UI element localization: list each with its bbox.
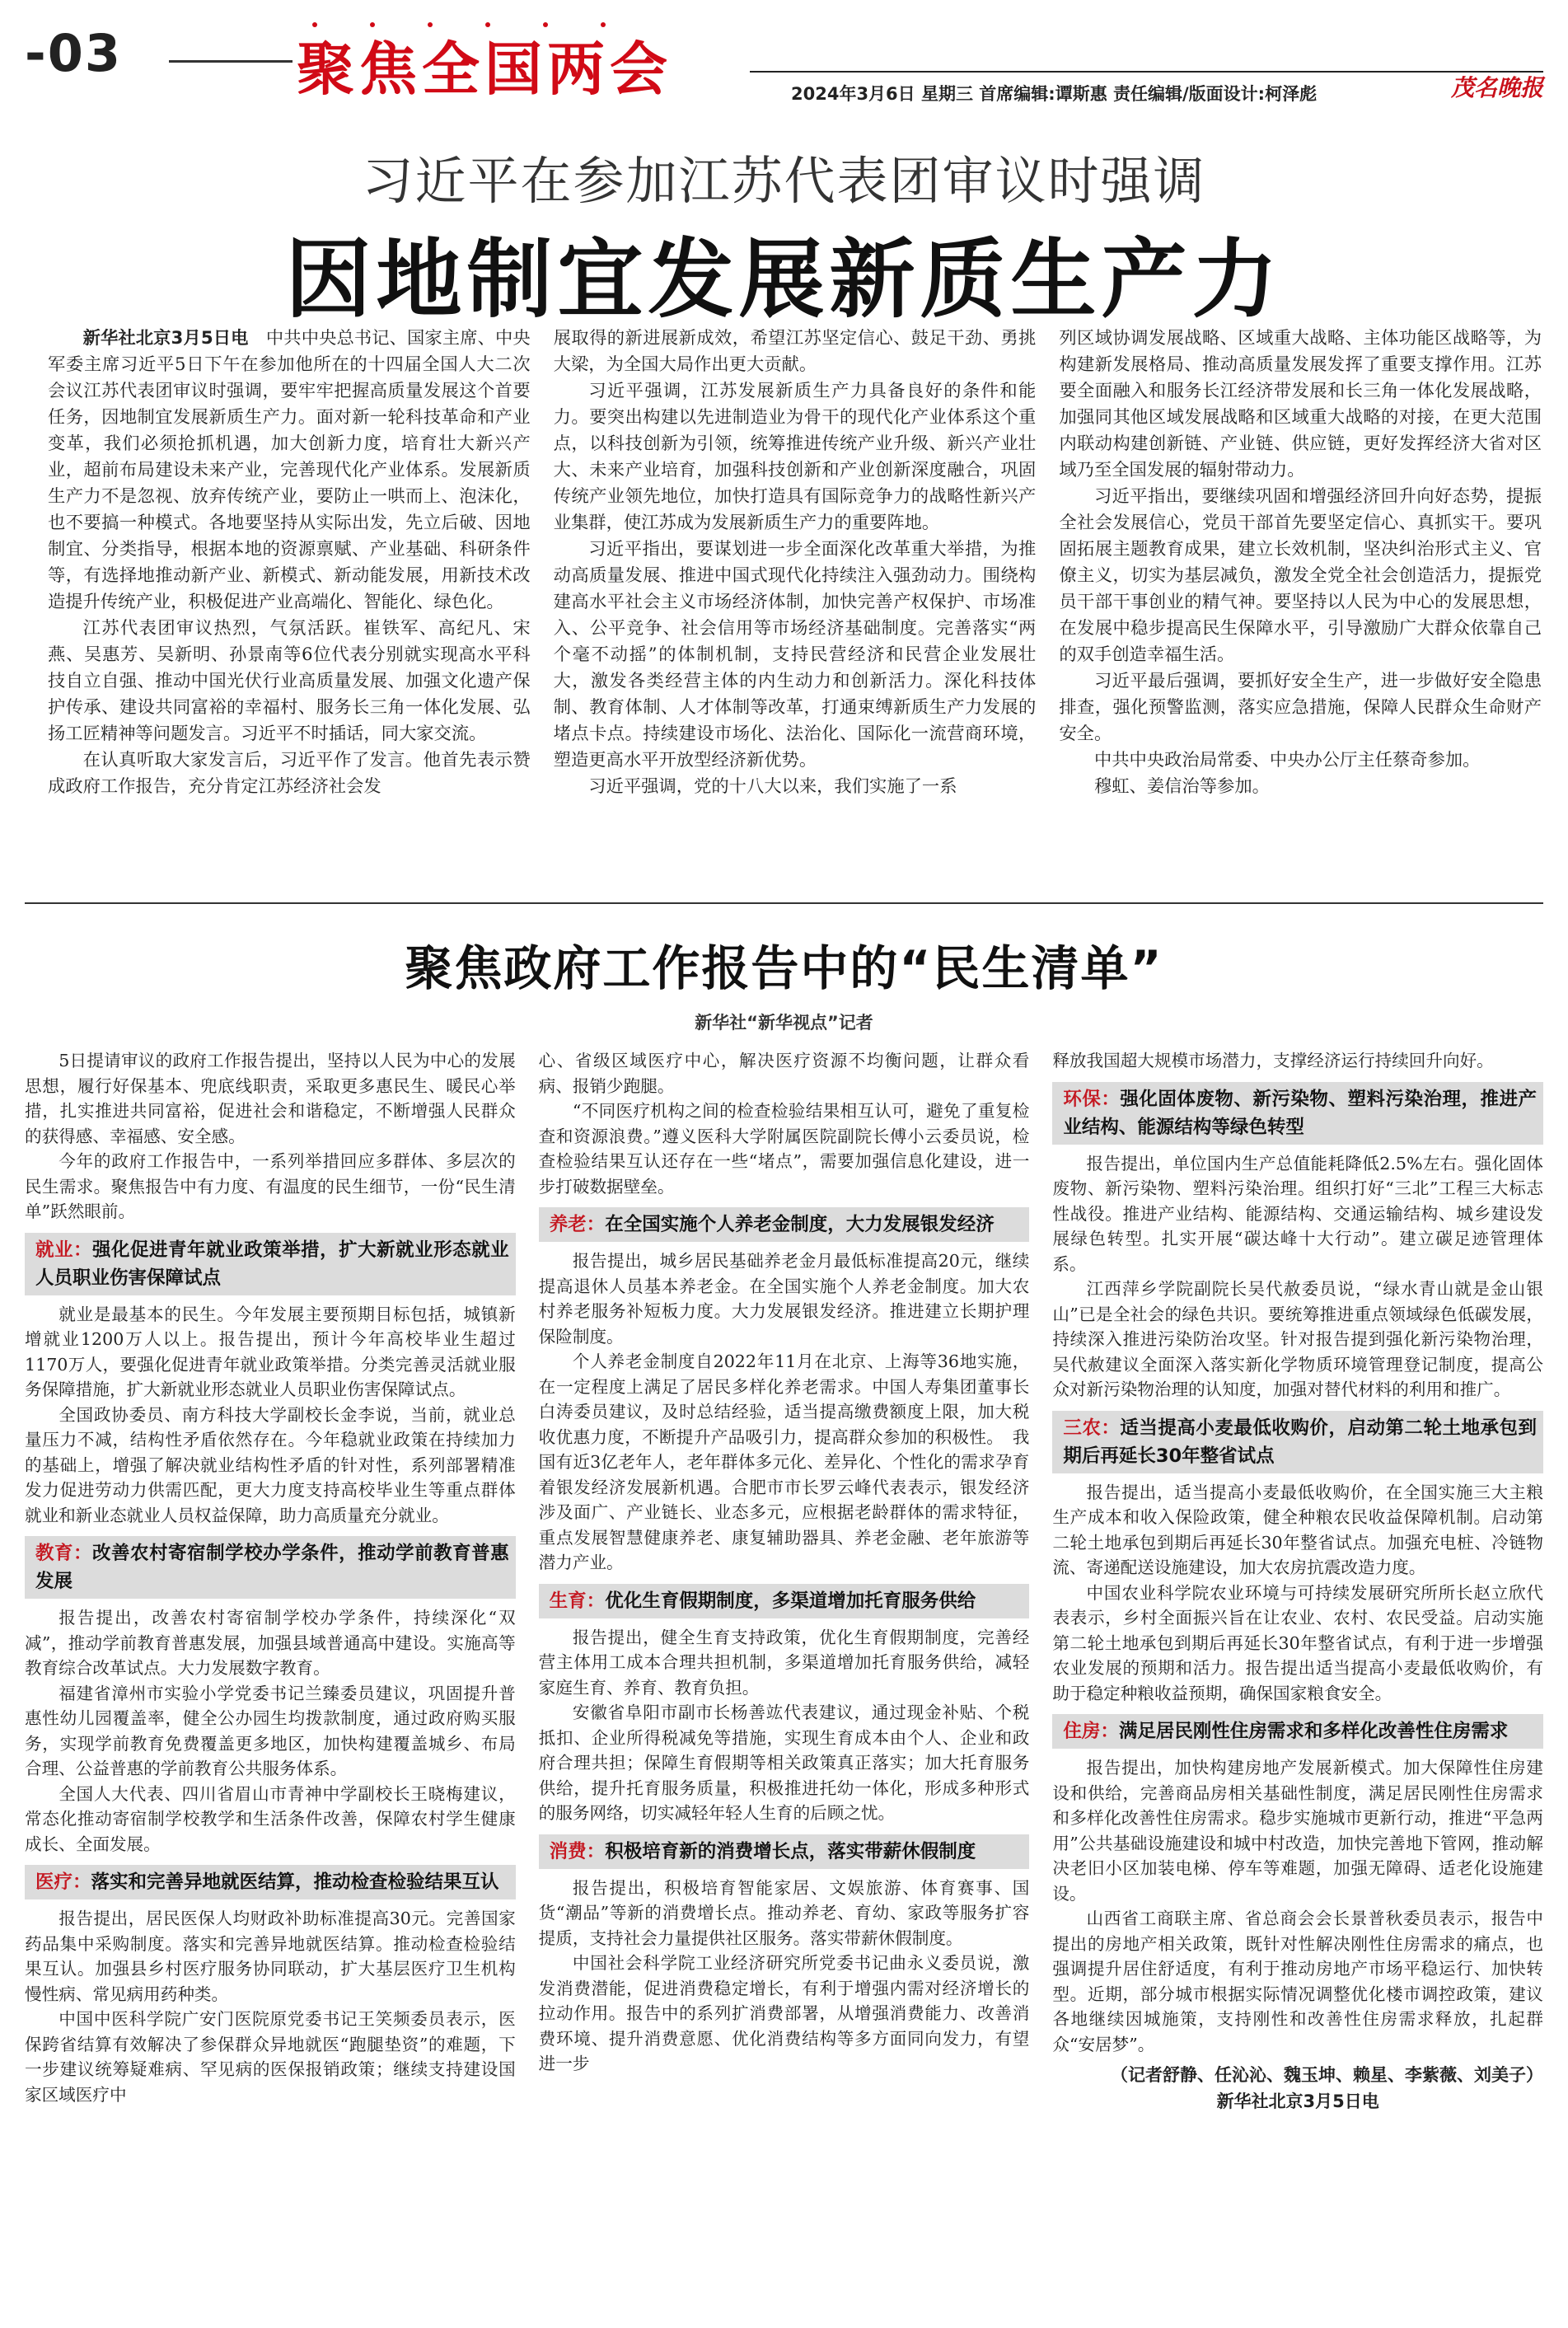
paragraph: 就业是最基本的民生。今年发展主要预期目标包括，城镇新增就业1200万人以上。报告提出，预计今年高校毕业生超过1170万人，要强化促进青年就业政策举措。分类完善灵活就业服务保障措施，扩大新就业形态就业人员职业伤害保障试点。 (25, 1304, 516, 1399)
page-masthead (25, 16, 1543, 105)
text-column (25, 1048, 516, 2317)
paragraph: 江西萍乡学院副院长吴代赦委员说，“绿水青山就是金山银山”已是全社会的绿色共识。要统筹推进重点领域绿色低碳发展，持续深入推进污染防治攻坚。针对报告提到强化新污染物治理，吴代赦建议全面深入落实新化学物质环境管理登记制度，提高公众对新污染物治理的认知度，加强对替代材料的利用和推广。 (1052, 1279, 1544, 1399)
column-title-char: 会 (610, 35, 671, 103)
column-title-char: 聚 (297, 35, 358, 103)
edition-info: 2024年3月6日 星期三 首席编辑:谭斯惠 责任编辑/版面设计:柯泽彪 (791, 84, 1318, 104)
section-heading-text: 改善农村寄宿制学校办学条件，推动学前教育普惠发展 (35, 1543, 509, 1592)
second-article-body (25, 1048, 1543, 2317)
column-title-char: 焦 (359, 35, 420, 103)
article-headline: 因地制宜发展新质生产力 (285, 229, 1283, 330)
paragraph: 习近平指出，要谋划进一步全面深化改革重大举措，为推动高质量发展、推进中国式现代化持续注入强劲动力。围绕构建高水平社会主义市场经济体制，加快完善产权保护、市场准入、公平竞争、社会信用等市场经济基础制度。完善落实“两个毫不动摇”的体制机制，支持民营经济和民营企业发展壮大，激发各类经营主体的内生动力和创新活力。深化科技体制、教育体制、人才体制等改革，打通束缚新质生产力发展的堵点卡点。持续建设市场化、法治化、国际化一流营商环境，塑造更高水平开放型经济新优势。 (553, 539, 1037, 771)
masthead-rule-left (169, 60, 293, 63)
section-tag: 医疗： (35, 1871, 91, 1893)
section-heading (1052, 1411, 1543, 1473)
column-title-char: 全 (422, 35, 483, 103)
paragraph: 释放我国超大规模市场潜力，支撑经济运行持续回升向好。 (1052, 1051, 1494, 1070)
section-tag: 就业： (35, 1239, 93, 1261)
section-heading (25, 1865, 516, 1899)
paragraph: 5日提请审议的政府工作报告提出，坚持以人民为中心的发展思想，履行好保基本、兜底线职责，采取更多惠民生、暖民心举措，扎实推进共同富裕，促进社会和谐稳定，不断增强人民群众的获得感、幸福感、安全感。 (25, 1051, 516, 1146)
section-heading (25, 1233, 516, 1295)
section-heading-text: 积极培育新的消费增长点，落实带薪休假制度 (605, 1840, 976, 1862)
text-column (48, 326, 531, 886)
paragraph: 山西省工商联主席、省总商会会长景普秋委员表示，报告中提出的房地产相关政策，既针对性解决刚性住房需求的痛点，也强调提升居住舒适度，有利于推动房地产市场平稳运行、加快转型。近期，部分城市根据实际情况调整优化楼市调控政策，建议各地继续因城施策，支持刚性和改善性住房需求释放，扎起群众“安居梦”。 (1052, 1909, 1544, 2054)
paragraph: 心、省级区域医疗中心，解决医疗资源不均衡问题，让群众看病、报销少跑腿。 (538, 1051, 1030, 1096)
text-column (1052, 1048, 1543, 2317)
article-kicker: 习近平在参加江苏代表团审议时强调 (362, 151, 1206, 211)
paragraph: 全国政协委员、南方科技大学副校长金李说，当前，就业总量压力不减，结构性矛盾依然存在。今年稳就业政策在持续加力的基础上，增强了解决就业结构性矛盾的针对性，系列部署精准发力促进劳动力供需匹配，更大力度支持高校毕业生等重点群体就业和新业态就业人员权益保障，助力高质量充分就业。 (25, 1404, 516, 1525)
section-tag: 住房： (1063, 1721, 1119, 1742)
section-tag: 养老： (549, 1214, 606, 1235)
paragraph: 报告提出，城乡居民基础养老金月最低标准提高20元，继续提高退休人员基本养老金。在全国实施个人养老金制度。加大农村养老服务补短板力度。大力发展银发经济。推进建立长期护理保险制度。 (538, 1251, 1030, 1347)
paragraph-text: 中共中央总书记、国家主席、中央军委主席习近平5日下午在参加他所在的十四届全国人大二次会议江苏代表团审议时强调，要牢牢把握高质量发展这个首要任务，因地制宜发展新质生产力。面对新一轮科技革命和产业变革，我们必须抢抓机遇，加大创新力度，培育壮大新兴产业，超前布局建设未来产业，完善现代化产业体系。发展新质生产力不是忽视、放弃传统产业，要防止一哄而上、泡沫化，也不要搞一种模式。各地要坚持从实际出发，先立后破、因地制宜、分类指导，根据本地的资源禀赋、产业基础、科研条件等，有选择地推动新产业、新模式、新动能发展，用新技术改造提升传统产业，积极促进产业高端化、智能化、绿色化。 (48, 328, 531, 612)
section-heading-text: 在全国实施个人养老金制度，大力发展银发经济 (605, 1214, 995, 1235)
text-column (554, 326, 1037, 886)
column-title (297, 23, 671, 106)
paragraph: 个人养老金制度自2022年11月在北京、上海等36地实施，在一定程度上满足了居民多样化养老需求。中国人寿集团董事长白涛委员建议，及时总结经验，适当提高缴费额度上限，加大税收优惠力度，不断提升产品吸引力，提高群众参加的积极性。 我国有近3亿老年人，老年群体多元化、差异化、个性化的需求孕育着银发经济发展新机遇。合肥市市长罗云峰代表表示，银发经济涉及面广、产业链长、业态多元，应根据老龄群体的需求特征，重点发展智慧健康养老、康复辅助器具、养老金融、老年旅游等潜力产业。 (538, 1351, 1030, 1572)
paragraph: 习近平强调，江苏发展新质生产力具备良好的条件和能力。要突出构建以先进制造业为骨干的现代化产业体系这个重点，以科技创新为引领，统筹推进传统产业升级、新兴产业壮大、未来产业培育，加强科技创新和产业创新深度融合，巩固传统产业领先地位，加快打造具有国际竞争力的战略性新兴产业集群，使江苏成为发展新质生产力的重要阵地。 (553, 381, 1037, 533)
section-tag: 生育： (549, 1590, 606, 1612)
paragraph: 报告提出，单位国内生产总值能耗降低2.5%左右。强化固体废物、新污染物、塑料污染治理。组织打好“三北”工程三大标志性战役。推进产业结构、能源结构、交通运输结构、城乡建设发展绿色转型。扎实开展“碳达峰十大行动”。建立碳足迹管理体系。 (1052, 1153, 1544, 1274)
paragraph: 展取得的新进展新成效，希望江苏坚定信心、鼓足干劲、勇挑大梁，为全国大局作出更大贡献。 (553, 328, 1037, 375)
paragraph: 列区域协调发展战略、区域重大战略、主体功能区战略等，为构建新发展格局、推动高质量发展发挥了重要支撑作用。江苏要全面融入和服务长江经济带发展和长三角一体化发展战略，加强同其他区域发展战略和区域重大战略的对接，在更大范围内联动构建创新链、产业链、供应链，更好发挥经济大省对区域乃至全国发展的辐射带动力。 (1059, 328, 1542, 480)
paragraph: 习近平最后强调，要抓好安全生产，进一步做好安全隐患排查，强化预警监测，落实应急措施，保障人民群众生命财产安全。 (1059, 671, 1542, 744)
article-headline: 聚焦政府工作报告中的“民生清单” (405, 940, 1163, 996)
paragraph: 福建省漳州市实验小学党委书记兰臻委员建议，巩固提升普惠性幼儿园覆盖率，健全公办园生均拨款制度，通过政府购买服务，实现学前教育免费覆盖更多地区，加快构建覆盖城乡、布局合理、公益普惠的学前教育公共服务体系。 (25, 1683, 516, 1778)
paragraph: 安徽省阜阳市副市长杨善竑代表建议，通过现金补贴、个税抵扣、企业所得税减免等措施，实现生育成本由个人、企业和政府合理共担；保障生育假期等相关政策真正落实；加大托育服务供给，提升托育服务质量，积极推进托幼一体化，形成多种形式的服务网络，切实减轻年轻人生育的后顾之忧。 (538, 1703, 1030, 1823)
paragraph: 报告提出，积极培育智能家居、文娱旅游、体育赛事、国货“潮品”等新的消费增长点。推动养老、育幼、家政等服务扩容提质，支持社会力量提供社区服务。落实带薪休假制度。 (538, 1877, 1030, 1948)
section-heading-text: 满足居民刚性住房需求和多样化改善性住房需求 (1118, 1721, 1509, 1742)
section-heading (1052, 1714, 1543, 1749)
paragraph (48, 326, 531, 616)
paragraph: 穆虹、姜信治等参加。 (1093, 776, 1270, 797)
paragraph: 中国社会科学院工业经济研究所党委书记曲永义委员说，激发消费潜能，促进消费稳定增长，有利于增强内需对经济增长的拉动作用。报告中的系列扩消费部署，从增强消费能力、改善消费环境、提升消费意愿、优化消费结构等多方面同向发力，有望进一步 (538, 1953, 1030, 2073)
byline: 新华社“新华视点”记者 (695, 1013, 873, 1033)
text-column (539, 1048, 1030, 2317)
section-heading-text: 强化促进青年就业政策举措，扩大新就业形态就业人员职业伤害保障试点 (35, 1239, 509, 1289)
paragraph: 中国中医科学院广安门医院原党委书记王笑频委员表示，医保跨省结算有效解决了参保群众异地就医“跑腿垫资”的难题，下一步建议统筹疑难病、罕见病的医保报销政策；继续支持建设国家区域医疗中 (25, 2009, 516, 2105)
page-number: -03 (25, 23, 123, 83)
section-heading-text: 落实和完善异地就医结算，推动检查检验结果互认 (91, 1871, 499, 1893)
paragraph: 报告提出，加快构建房地产发展新模式。加大保障性住房建设和供给，完善商品房相关基础性制度，满足居民刚性住房需求和多样化改善性住房需求。稳步实施城市更新行动，推进“平急两用”公共基础设施建设和城中村改造，加快完善地下管网，推动解决老旧小区加装电梯、停车等难题，加强无障碍、适老化设施建设。 (1052, 1758, 1544, 1904)
section-heading-text: 强化固体废物、新污染物、塑料污染治理，推进产业结构、能源结构等绿色转型 (1063, 1088, 1537, 1138)
section-tag: 消费： (549, 1840, 606, 1862)
paragraph: 中国农业科学院农业环境与可持续发展研究所所长赵立欣代表表示，乡村全面振兴旨在让农业、农村、农民受益。启动实施第二轮土地承包到期后再延长30年整省试点，有利于进一步增强农业发展的预期和活力。报告提出适当提高小麦最低收购价，有助于稳定种粮收益预期，确保国家粮食安全。 (1052, 1582, 1544, 1703)
section-heading (539, 1834, 1030, 1869)
section-heading (25, 1536, 516, 1599)
section-heading-text: 适当提高小麦最低收购价，启动第二轮土地承包到期后再延长30年整省试点 (1063, 1417, 1537, 1467)
paragraph: 报告提出，居民医保人均财政补助标准提高30元。完善国家药品集中采购制度。落实和完善异地就医结算。推动检查检验结果互认。加强县乡村医疗服务协同联动，扩大基层医疗卫生机构慢性病、常见病用药种类。 (25, 1909, 516, 2004)
paragraph: 今年的政府工作报告中，一系列举措回应多群体、多层次的民生需求。聚焦报告中有力度、有温度的民生细节，一份“民生清单”跃然眼前。 (25, 1151, 516, 1221)
paragraph: 江苏代表团审议热烈，气氛活跃。崔铁军、高纪凡、宋燕、吴惠芳、吴新明、孙景南等6位代表分别就实现高水平科技自立自强、推动中国光伏行业高质量发展、加强文化遗产保护传承、建设共同富裕的幸福村、服务长三角一体化发展、弘扬工匠精神等问题发言。习近平不时插话，同大家交流。 (48, 618, 531, 744)
section-tag: 环保： (1063, 1088, 1121, 1110)
newspaper-logo: 茂名晚报 (1450, 74, 1543, 101)
paragraph: 在认真听取大家发言后，习近平作了发言。他首先表示赞成政府工作报告，充分肯定江苏经济社会发 (48, 750, 531, 797)
paragraph: 中共中央政治局常委、中央办公厅主任蔡奇参加。 (1093, 750, 1481, 771)
top-article-body (48, 326, 1542, 886)
section-tag: 教育： (35, 1543, 93, 1564)
text-column (1059, 326, 1542, 886)
column-title-char: 国 (484, 35, 545, 103)
article-divider (25, 902, 1543, 904)
dateline: 新华社北京3月5日电 (82, 328, 249, 349)
reporter-credits: （记者舒静、任沁沁、魏玉坤、赖星、李紫薇、刘美子） (1111, 2065, 1544, 2085)
column-title-char: 两 (547, 35, 608, 103)
section-heading-text: 优化生育假期制度，多渠道增加托育服务供给 (605, 1590, 976, 1612)
paragraph: 报告提出，适当提高小麦最低收购价，在全国实施三大主粮生产成本和收入保险政策，健全种粮农民收益保障机制。启动第二轮土地承包到期后再延长30年整省试点。加强充电桩、冷链物流、寄递配送设施建设，加大农房抗震改造力度。 (1052, 1482, 1544, 1577)
paragraph: “不同医疗机构之间的检查检验结果相互认可，避免了重复检查和资源浪费。”遵义医科大学附属医院副院长傅小云委员说，检查检验结果互认还存在一些“堵点”，需要加强信息化建设，进一步打破数据壁垒。 (538, 1101, 1030, 1197)
section-heading (539, 1584, 1030, 1618)
paragraph: 报告提出，改善农村寄宿制学校办学条件，持续深化“双减”，推动学前教育普惠发展，加强县域普通高中建设。实施高等教育综合改革试点。大力发展数字教育。 (25, 1608, 516, 1678)
paragraph: 报告提出，健全生育支持政策，优化生育假期制度，完善经营主体用工成本合理共担机制，多渠道增加托育服务供给，减轻家庭生育、养育、教育负担。 (538, 1627, 1030, 1698)
paragraph: 习近平指出，要继续巩固和增强经济回升向好态势，提振全社会发展信心，党员干部首先要坚定信心、真抓实干。要巩固拓展主题教育成果，建立长效机制，坚决纠治形式主义、官僚主义，切实为基层减负，激发全党全社会创造活力，提振党员干部干事创业的精气神。要坚持以人民为中心的发展思想，在发展中稳步提高民生保障水平，引导激励广大群众依靠自己的双手创造幸福生活。 (1059, 486, 1542, 665)
section-heading (1052, 1082, 1543, 1145)
section-heading (539, 1207, 1030, 1242)
section-tag: 三农： (1063, 1417, 1121, 1439)
dateline: 新华社北京3月5日电 (1216, 2091, 1379, 2111)
paragraph: 全国人大代表、四川省眉山市青神中学副校长王晓梅建议，常态化推动寄宿制学校教学和生活条件改善，保障农村学生健康成长、全面发展。 (25, 1783, 516, 1854)
paragraph: 习近平强调，党的十八大以来，我们实施了一系 (588, 776, 957, 797)
